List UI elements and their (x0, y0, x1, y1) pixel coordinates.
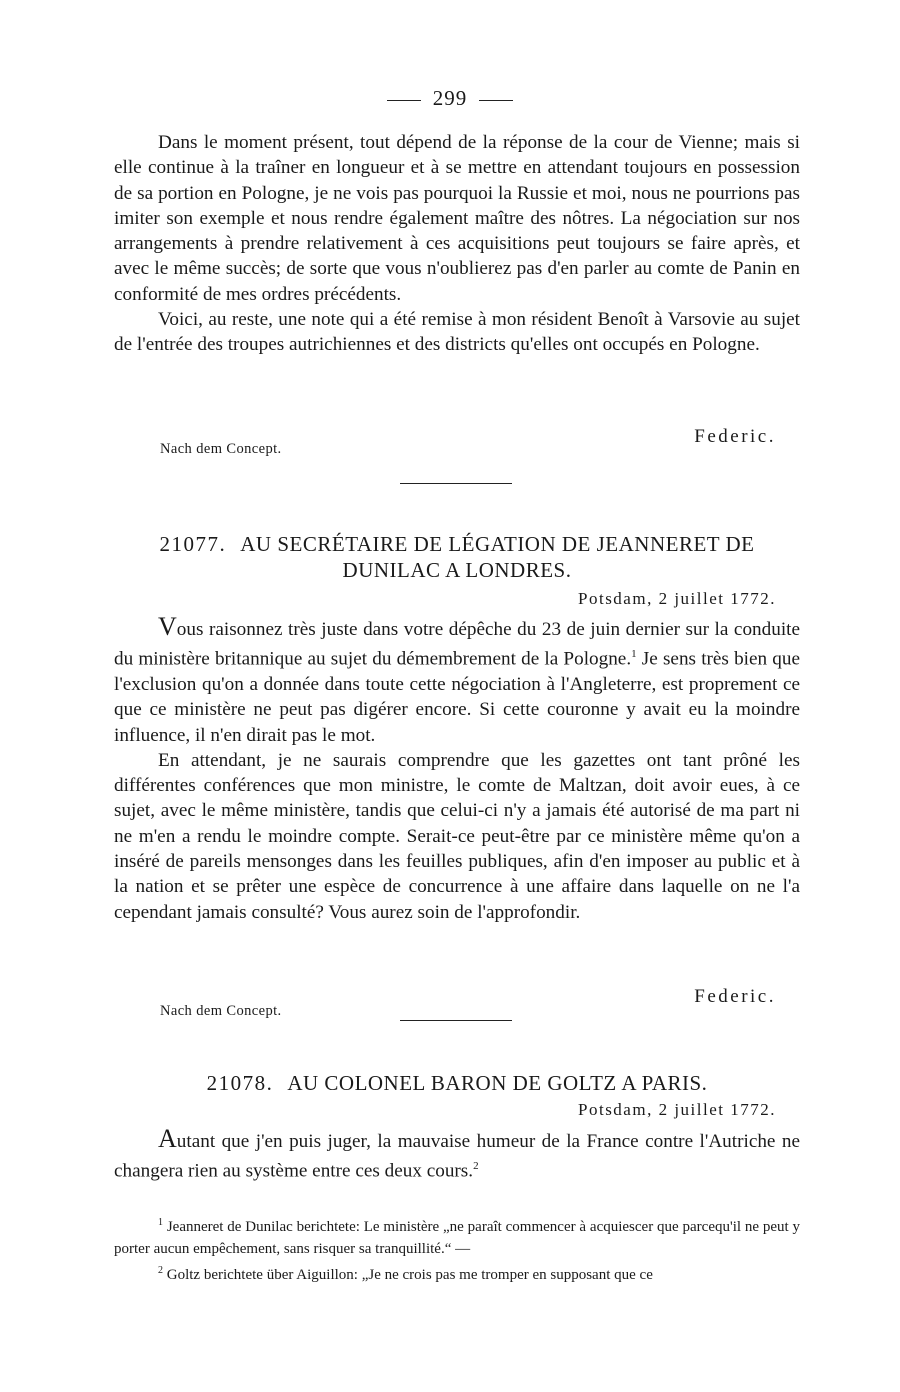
footnote-text: Jeanneret de Dunilac berichtete: Le ministère „ne paraît commencer à acquiescer que parcequ'il ne peut y porter aucun empêchement, sans risquer sa tranquillité.“ — (114, 1219, 801, 1257)
paragraph-text: Je sens très bien que l'exclusion qu'on a donnée dans toute cette négociation à l'Angleterre, est proprement ce que ce ministère ne peut pas digérer encore. Si cette couronne y avait eu la moindre influence, il n'en dirait pas le mot. (114, 648, 800, 746)
paragraph-text: utant que j'en puis juger, la mauvaise humeur de la France contre l'Autriche ne changera rien au système entre ces deux cours. (114, 1131, 800, 1182)
letter-title-line2: DUNILAC A LONDRES. (342, 558, 572, 582)
source-note: Nach dem Concept. (160, 441, 282, 457)
page-number-header (0, 86, 900, 111)
header-dash-left (387, 100, 421, 101)
signature: Federic. (694, 426, 776, 447)
footnote-mark: 1 (158, 1217, 163, 1228)
section-divider (400, 1020, 512, 1021)
letter-title: AU COLONEL BARON DE GOLTZ A PARIS. (287, 1071, 708, 1095)
signature: Federic. (694, 986, 776, 1007)
letter-heading (114, 531, 800, 583)
header-dash-right (479, 100, 513, 101)
source-note: Nach dem Concept. (160, 1003, 282, 1019)
initial-letter: V (158, 612, 177, 641)
letter-body (114, 614, 800, 925)
letter-number: 21078. (206, 1071, 274, 1095)
paragraph (114, 614, 800, 748)
letter-heading (114, 1070, 800, 1096)
footnote-text: Goltz berichtete über Aiguillon: „Je ne crois pas me tromper en supposant que ce (166, 1267, 653, 1283)
footnote (114, 1212, 800, 1260)
footnote-marker: 1 (631, 648, 637, 661)
paragraph (114, 1126, 800, 1184)
footnote (114, 1260, 800, 1286)
footnote-marker: 2 (473, 1160, 479, 1173)
letter-title-line1: AU SECRÉTAIRE DE LÉGATION DE JEANNERET DE (240, 532, 755, 556)
letter-number: 21077. (159, 532, 227, 556)
dateline: Potsdam, 2 juillet 1772. (578, 1100, 776, 1119)
paragraph-text: ous raisonnez très juste dans votre dépêche du 23 de juin dernier sur la conduite du ministère britannique au sujet du démembrement de la Pologne. (114, 619, 800, 670)
page-number: 299 (432, 86, 468, 110)
section-divider (400, 483, 512, 484)
paragraph: Dans le moment présent, tout dépend de la réponse de la cour de Vienne; mais si elle continue à la traîner en longueur et à se mettre en attendant toujours en possession de sa portion en Pologne, je ne vois pas pourquoi la Russie et moi, nous ne pourrions pas imiter son exemple et nous rendre également maître des nôtres. La négociation sur nos arrangements à prendre relativement à ces acquisitions peut toujours se faire après, et avec le même succès; de sorte que vous n'oublierez pas d'en parler au comte de Panin en conformité de mes ordres précédents. (114, 132, 800, 305)
dateline: Potsdam, 2 juillet 1772. (578, 589, 776, 608)
footnote-mark: 2 (158, 1265, 163, 1276)
letter-continuation (114, 130, 800, 358)
letter-body (114, 1126, 800, 1184)
paragraph: En attendant, je ne saurais comprendre que les gazettes ont tant prôné les différentes conférences que mon ministre, le comte de Maltzan, doit avoir eues, à ce sujet, avec le même ministère, tandis que celui-ci n'y a jamais été autorisé de ma part ni ne m'en a rendu le moindre compte. Serait-ce peut-être par ce ministère même qu'on a inséré de pareils mensonges dans les feuilles publiques, afin d'en imposer au public et à la nation et se prêter une espèce de concurrence à une affaire dans laquelle on ne l'a cependant jamais consulté? Vous aurez soin de l'approfondir. (114, 749, 800, 923)
footnotes (114, 1212, 800, 1286)
initial-letter: A (158, 1124, 177, 1153)
paragraph: Voici, au reste, une note qui a été remise à mon résident Benoît à Varsovie au sujet de l'entrée des troupes autrichiennes et des districts qu'elles ont occupés en Pologne. (114, 309, 800, 356)
